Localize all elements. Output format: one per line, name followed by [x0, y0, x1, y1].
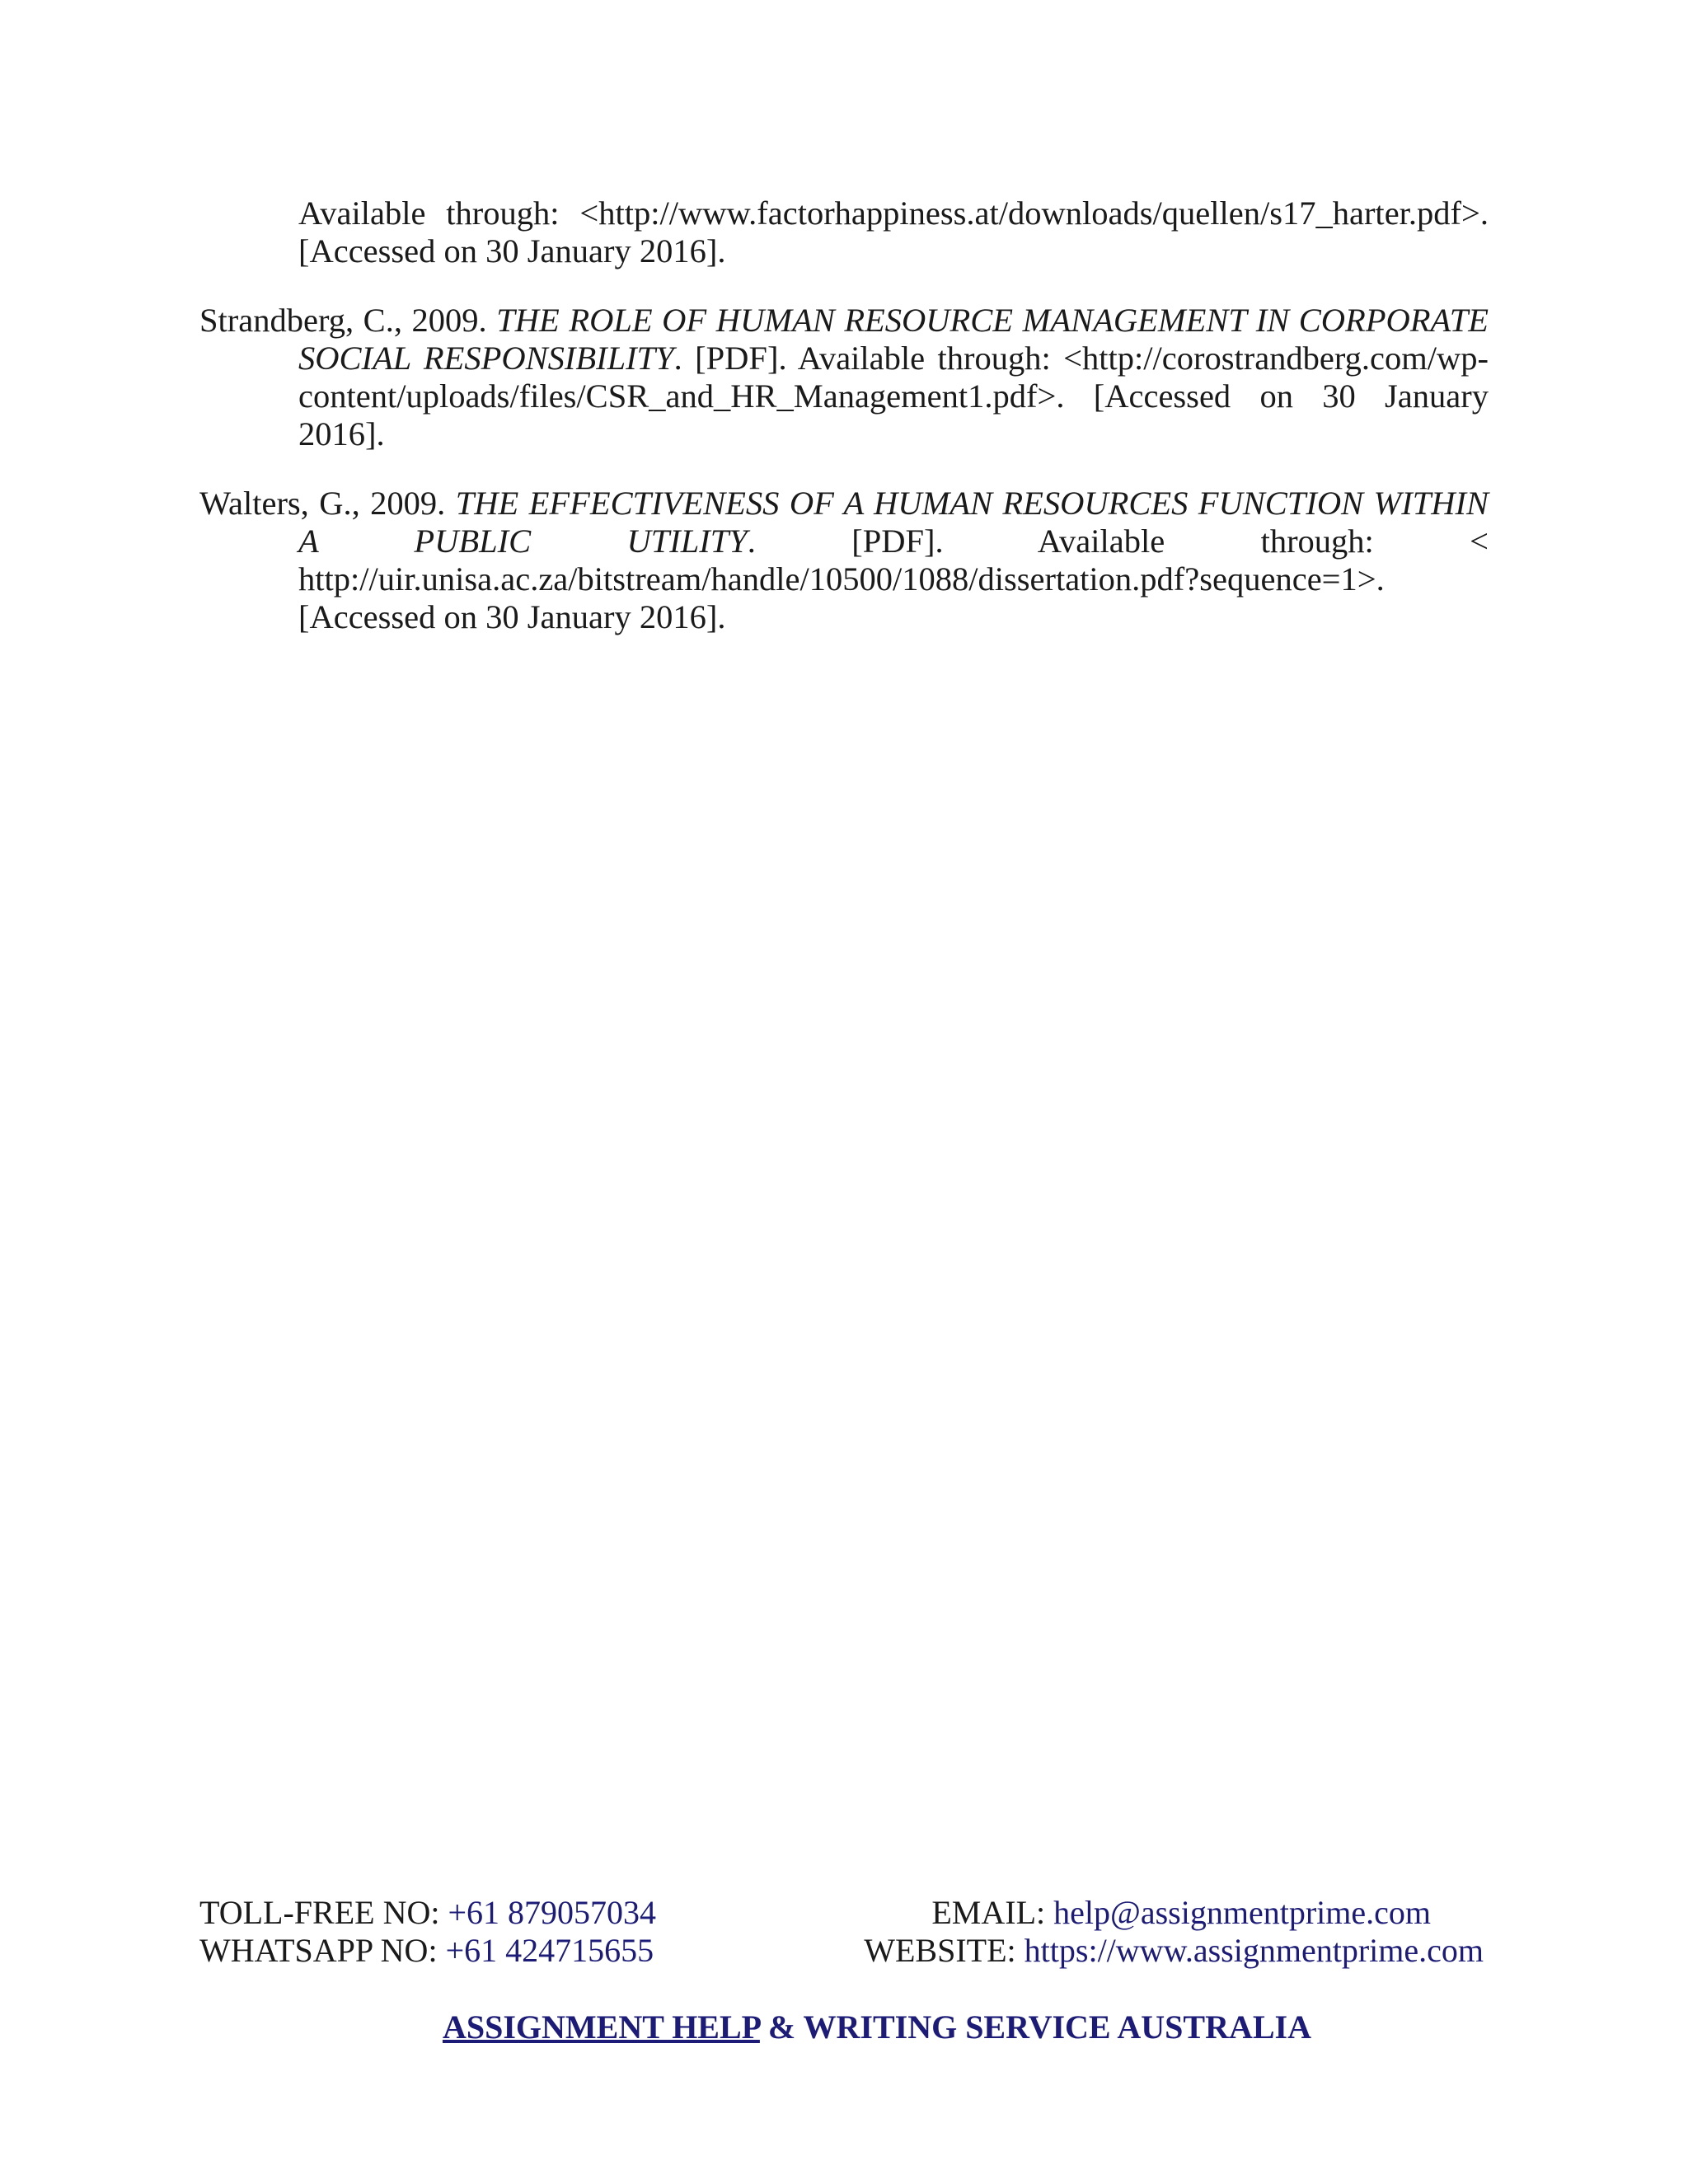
whatsapp-number-link[interactable]: +61 424715655	[445, 1932, 654, 1969]
tollfree-number-link[interactable]: +61 879057034	[448, 1894, 657, 1931]
reference-author: Strandberg, C., 2009.	[199, 302, 487, 339]
website-line	[864, 1932, 1484, 1970]
reference-item	[199, 302, 1489, 453]
whatsapp-line	[199, 1932, 656, 1970]
tollfree-label: TOLL-FREE NO:	[199, 1894, 440, 1931]
reference-item-continued	[199, 560, 1489, 636]
reference-url: http://uir.unisa.ac.za/bitstream/handle/10500/1088/dissertation.pdf?sequence=1>.	[298, 560, 1385, 598]
tollfree-line	[199, 1894, 656, 1932]
assignment-help-link[interactable]: ASSIGNMENT HELP	[442, 2008, 760, 2046]
reference-accessed: [Accessed on 30 January 2016].	[298, 598, 726, 635]
email-line	[864, 1894, 1484, 1932]
phone-contacts	[199, 1894, 656, 1970]
reference-author: Walters, G., 2009.	[199, 485, 446, 522]
website-link[interactable]: https://www.assignmentprime.com	[1024, 1932, 1484, 1969]
email-link[interactable]: help@assignmentprime.com	[1053, 1894, 1431, 1931]
online-contacts	[864, 1894, 1484, 1970]
reference-availability: Available through: <http://www.factorhappiness.at/downloads/quellen/s17_harter.pdf>.	[298, 194, 1489, 232]
reference-item	[199, 485, 1489, 560]
whatsapp-label: WHATSAPP NO:	[199, 1932, 438, 1969]
reference-item	[199, 194, 1489, 270]
reference-title: THE ROLE OF HUMAN RESOURCE MANAGEMENT IN CORPORATE SOCIAL RESPONSIBILITY	[298, 302, 1489, 377]
reference-details: . [PDF]. Available through: <	[747, 523, 1489, 560]
footer-tagline	[0, 2008, 1688, 2046]
reference-accessed: [Accessed on 30 January 2016].	[298, 232, 726, 269]
website-label: WEBSITE:	[864, 1932, 1016, 1969]
reference-details: . [PDF]. Available through: <http://corostrandberg.com/wp-content/uploads/files/CSR_and_HR_Management1.pdf>. [Accessed on 30 January 2016].	[298, 340, 1489, 452]
email-label: EMAIL:	[931, 1894, 1046, 1931]
reference-title: THE EFFECTIVENESS OF A HUMAN RESOURCES FUNCTION WITHIN A PUBLIC UTILITY	[298, 485, 1489, 560]
reference-list	[199, 194, 1489, 668]
tagline-text: & WRITING SERVICE AUSTRALIA	[767, 2008, 1312, 2046]
